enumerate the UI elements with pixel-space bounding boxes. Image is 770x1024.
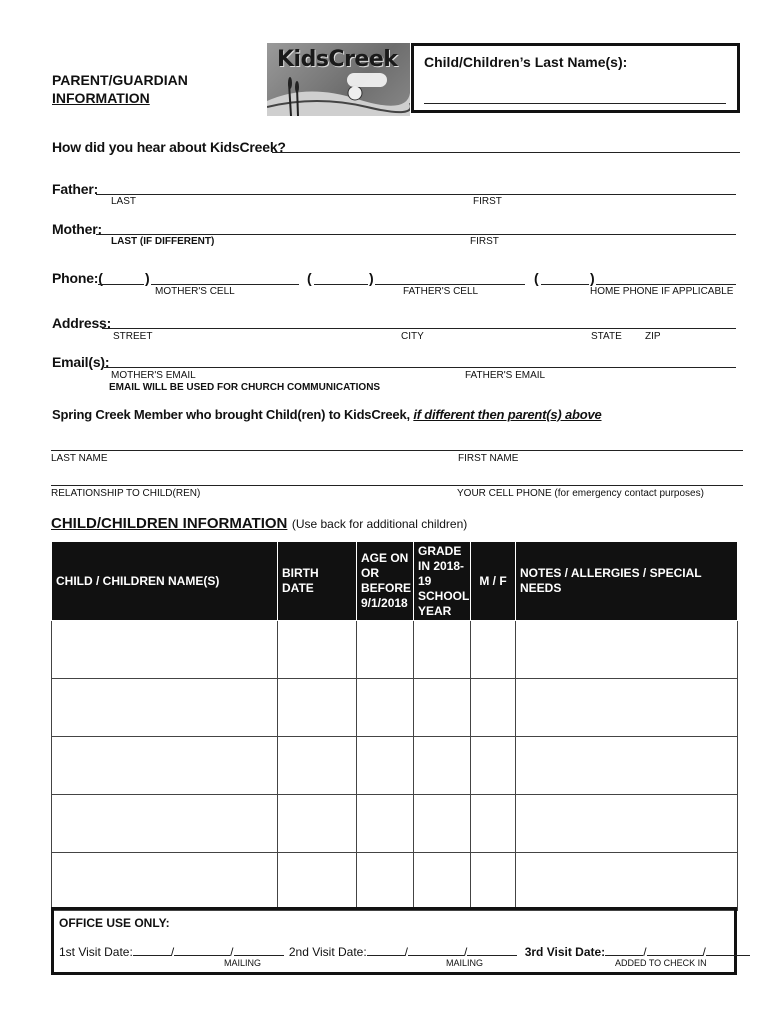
fathers-email-caption: FATHER'S EMAIL <box>465 370 546 381</box>
visit1-day-field[interactable] <box>174 943 230 956</box>
city-caption: CITY <box>401 331 424 342</box>
member-first-name-caption: FIRST NAME <box>458 453 519 464</box>
slash: / <box>170 945 175 959</box>
mailing-caption-1: MAILING <box>224 958 262 968</box>
mothers-cell-caption: MOTHER'S CELL <box>155 286 235 297</box>
birth-date-cell[interactable] <box>278 621 357 679</box>
phone-close-paren-2: ) <box>369 270 374 286</box>
zip-caption: ZIP <box>645 331 661 342</box>
birth-date-cell[interactable] <box>278 679 357 737</box>
table-row <box>52 679 738 737</box>
address-field[interactable] <box>102 328 736 329</box>
mothers-email-caption: MOTHER'S EMAIL <box>111 370 196 381</box>
gender-cell[interactable] <box>471 679 516 737</box>
last-name-label: Child/Children’s Last Name(s): <box>424 54 628 70</box>
section-title-line1: PARENT/GUARDIAN <box>52 72 188 88</box>
birth-date-cell[interactable] <box>278 737 357 795</box>
age-cell[interactable] <box>357 679 414 737</box>
cell-phone-caption: YOUR CELL PHONE (for emergency contact purposes) <box>457 488 704 499</box>
father-last-caption: LAST <box>111 196 137 207</box>
member-last-name-caption: LAST NAME <box>51 453 108 464</box>
father-cell-field[interactable] <box>375 284 525 285</box>
grade-cell[interactable] <box>414 679 471 737</box>
phone-label-text: Phone:( <box>52 270 103 286</box>
visit3-label: 3rd Visit Date: <box>524 945 606 959</box>
age-cell[interactable] <box>357 795 414 853</box>
emails-label: Email(s): <box>52 354 110 370</box>
hear-about-field[interactable] <box>272 152 740 153</box>
children-title: CHILD/CHILDREN INFORMATION <box>51 515 288 532</box>
home-area-code-field[interactable] <box>541 284 589 285</box>
notes-cell[interactable] <box>516 679 738 737</box>
mother-first-caption: FIRST <box>470 236 499 247</box>
child-name-cell[interactable] <box>52 679 278 737</box>
phone-open-paren-3: ( <box>534 270 539 286</box>
phone-open-paren-2: ( <box>307 270 312 286</box>
notes-cell[interactable] <box>516 853 738 911</box>
logo-art-icon <box>267 43 410 116</box>
last-name-field[interactable] <box>424 103 726 104</box>
visit2-year-field[interactable] <box>467 943 517 956</box>
children-heading <box>51 515 467 533</box>
table-row <box>52 853 738 911</box>
children-subtitle: (Use back for additional children) <box>291 517 468 531</box>
gender-cell[interactable] <box>471 737 516 795</box>
phone-label <box>52 270 103 286</box>
father-label: Father: <box>52 181 99 197</box>
slash: / <box>702 945 706 959</box>
visit3-year-field[interactable] <box>706 943 750 956</box>
notes-cell[interactable] <box>516 795 738 853</box>
mailing-caption-2: MAILING <box>446 958 484 968</box>
visit1-year-field[interactable] <box>234 943 284 956</box>
child-name-cell[interactable] <box>52 621 278 679</box>
mother-field[interactable] <box>96 234 736 235</box>
slash: / <box>230 945 234 959</box>
notes-cell[interactable] <box>516 621 738 679</box>
address-label: Address: <box>52 315 112 331</box>
visit2-month-field[interactable] <box>367 943 405 956</box>
table-header-row <box>52 542 738 621</box>
mother-area-code-field[interactable] <box>98 284 144 285</box>
grade-cell[interactable] <box>414 795 471 853</box>
member-prompt-text: Spring Creek Member who brought Child(ren) to KidsCreek, <box>52 407 410 422</box>
office-use-box <box>51 907 737 975</box>
member-prompt-emphasis: if different then parent(s) above <box>413 407 602 422</box>
kidscreek-logo <box>267 43 410 116</box>
visit2-label: 2nd Visit Date: <box>288 945 367 959</box>
children-table <box>51 541 738 911</box>
col-age: AGE ON OR BEFORE 9/1/2018 <box>357 542 414 621</box>
home-phone-caption: HOME PHONE IF APPLICABLE <box>590 286 734 297</box>
office-title: OFFICE USE ONLY: <box>59 916 170 930</box>
added-caption: ADDED TO CHECK IN <box>615 958 707 968</box>
child-name-cell[interactable] <box>52 853 278 911</box>
col-gender: M / F <box>471 542 516 621</box>
table-row <box>52 621 738 679</box>
email-note: EMAIL WILL BE USED FOR CHURCH COMMUNICATIONS <box>109 382 381 393</box>
section-title-line2: INFORMATION <box>52 90 150 106</box>
gender-cell[interactable] <box>471 621 516 679</box>
table-row <box>52 795 738 853</box>
last-name-box <box>411 43 740 113</box>
age-cell[interactable] <box>357 621 414 679</box>
father-field[interactable] <box>96 194 736 195</box>
visit2-day-field[interactable] <box>408 943 464 956</box>
slash: / <box>464 945 468 959</box>
father-first-caption: FIRST <box>473 196 502 207</box>
child-name-cell[interactable] <box>52 795 278 853</box>
col-child-name: CHILD / CHILDREN NAME(S) <box>52 542 278 621</box>
col-notes: NOTES / ALLERGIES / SPECIAL NEEDS <box>516 542 738 621</box>
table-row <box>52 737 738 795</box>
grade-cell[interactable] <box>414 853 471 911</box>
birth-date-cell[interactable] <box>278 795 357 853</box>
gender-cell[interactable] <box>471 853 516 911</box>
col-grade: GRADE IN 2018-19 SCHOOL YEAR <box>414 542 471 621</box>
grade-cell[interactable] <box>414 621 471 679</box>
hear-about-label: How did you hear about KidsCreek? <box>52 139 286 155</box>
visit1-label: 1st Visit Date: <box>59 945 133 959</box>
age-cell[interactable] <box>357 853 414 911</box>
phone-close-paren-1: ) <box>145 270 150 286</box>
grade-cell[interactable] <box>414 737 471 795</box>
emails-field[interactable] <box>104 367 736 368</box>
home-phone-field[interactable] <box>596 284 736 285</box>
phone-close-paren-3: ) <box>590 270 595 286</box>
mother-last-caption: LAST (IF DIFFERENT) <box>111 236 215 247</box>
gender-cell[interactable] <box>471 795 516 853</box>
slash: / <box>643 945 647 959</box>
member-prompt <box>52 407 602 422</box>
notes-cell[interactable] <box>516 737 738 795</box>
age-cell[interactable] <box>357 737 414 795</box>
mother-label: Mother: <box>52 221 102 237</box>
state-caption: STATE <box>591 331 622 342</box>
section-title <box>52 71 188 107</box>
slash: / <box>404 945 409 959</box>
child-name-cell[interactable] <box>52 737 278 795</box>
street-caption: STREET <box>113 331 153 342</box>
visit3-month-field[interactable] <box>605 943 643 956</box>
father-area-code-field[interactable] <box>314 284 368 285</box>
fathers-cell-caption: FATHER'S CELL <box>403 286 479 297</box>
visit1-month-field[interactable] <box>133 943 171 956</box>
birth-date-cell[interactable] <box>278 853 357 911</box>
visit-dates-row <box>59 943 750 959</box>
member-relationship-field[interactable] <box>51 485 743 486</box>
logo-text: KidsCreek <box>277 47 398 72</box>
visit3-day-field[interactable] <box>647 943 703 956</box>
relationship-caption: RELATIONSHIP TO CHILD(REN) <box>51 488 201 499</box>
member-name-field[interactable] <box>51 450 743 451</box>
col-birth-date: BIRTH DATE <box>278 542 357 621</box>
mother-cell-field[interactable] <box>151 284 299 285</box>
